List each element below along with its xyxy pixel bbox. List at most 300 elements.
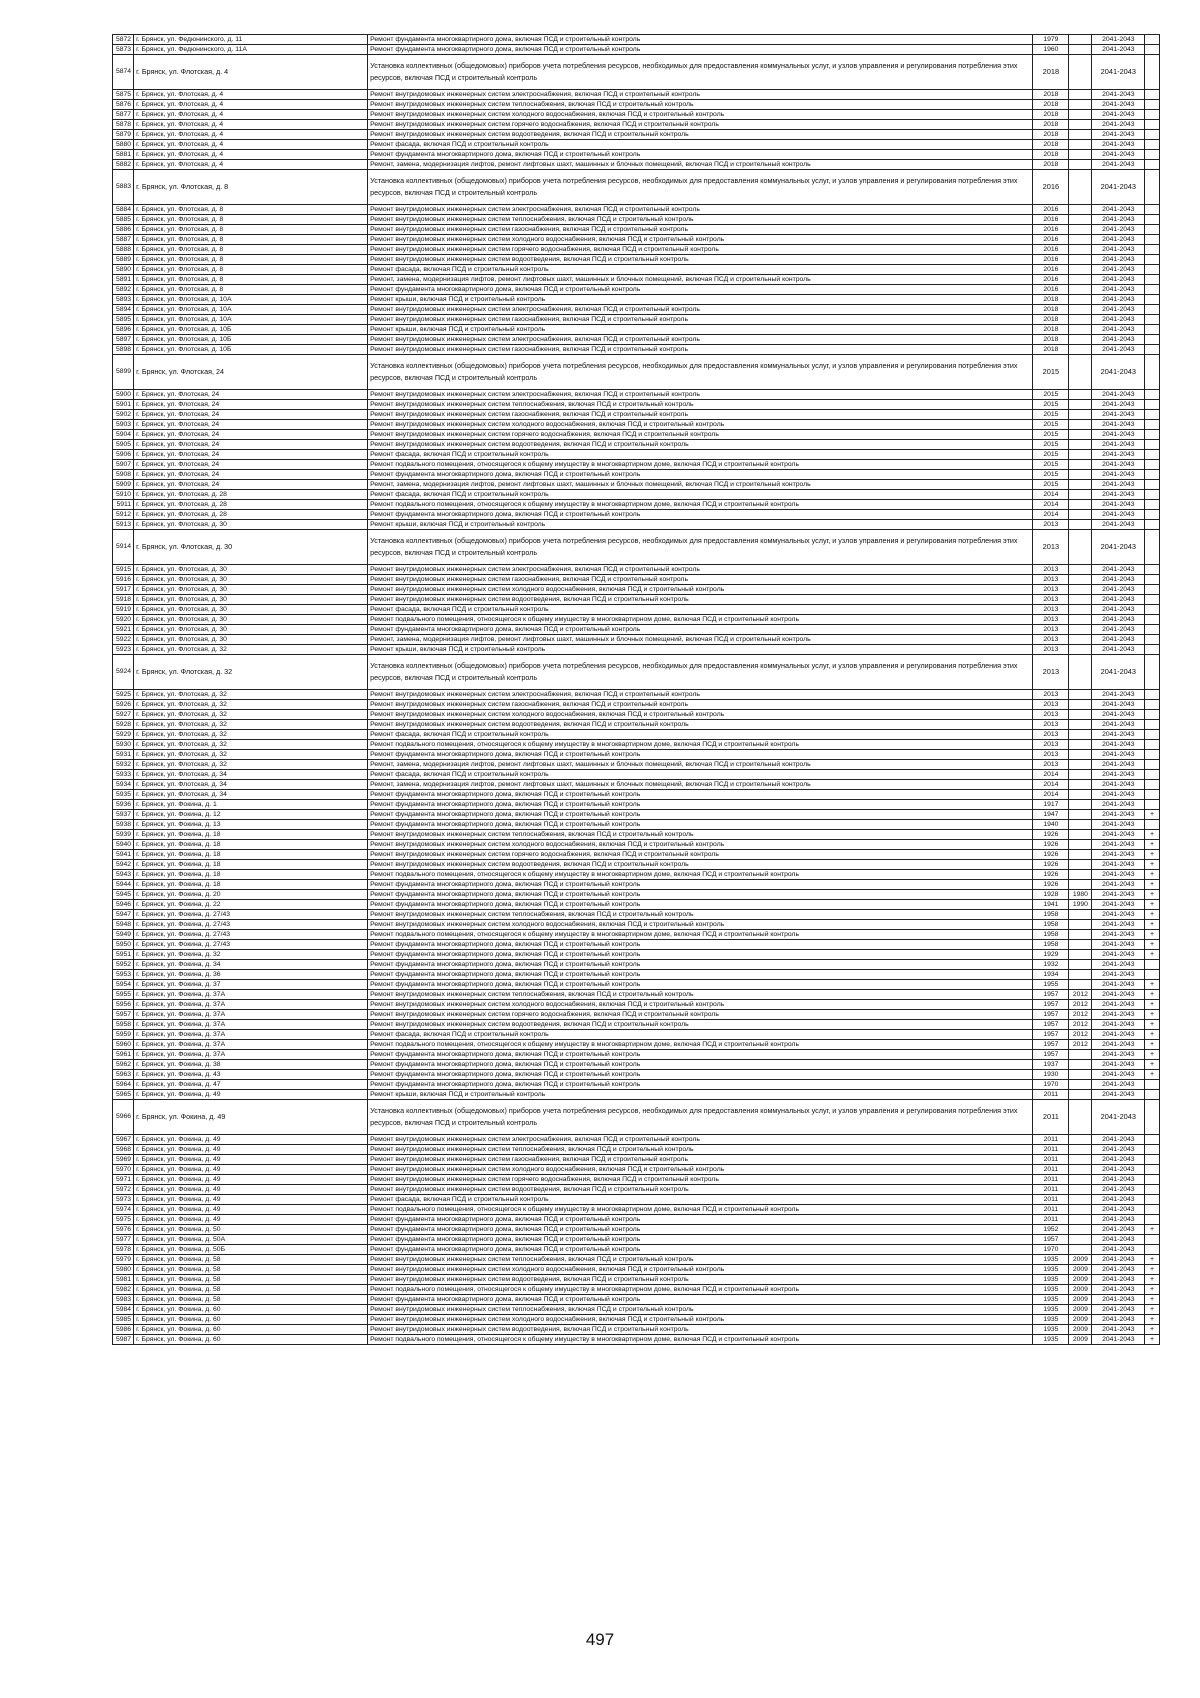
address-cell: г. Брянск, ул. Фокина, д. 60 (134, 1325, 368, 1335)
build-year-cell: 2016 (1033, 285, 1069, 295)
table-row (113, 790, 1160, 800)
last-repair-year-cell: 2012 (1069, 1010, 1092, 1020)
work-type-cell: Ремонт фундамента многоквартирного дома, включая ПСД и строительный контроль (368, 880, 1033, 890)
last-repair-year-cell (1069, 245, 1092, 255)
address-cell: г. Брянск, ул. Фокина, д. 13 (134, 820, 368, 830)
work-type-cell: Ремонт внутридомовых инженерных систем теплоснабжения, включая ПСД и строительный контроль (368, 100, 1033, 110)
build-year-cell: 2011 (1033, 1155, 1069, 1165)
flag-cell (1145, 1245, 1160, 1255)
flag-cell (1145, 1235, 1160, 1245)
row-number: 5930 (113, 740, 134, 750)
planned-period-cell: 2041-2043 (1092, 1255, 1145, 1265)
flag-cell (1145, 205, 1160, 215)
address-cell: г. Брянск, ул. Флотская, д. 10А (134, 305, 368, 315)
planned-period-cell: 2041-2043 (1092, 850, 1145, 860)
build-year-cell: 2013 (1033, 645, 1069, 655)
planned-period-cell: 2041-2043 (1092, 990, 1145, 1000)
work-type-cell: Ремонт внутридомовых инженерных систем водоотведения, включая ПСД и строительный контроль (368, 130, 1033, 140)
flag-cell: + (1145, 980, 1160, 990)
last-repair-year-cell: 2012 (1069, 1000, 1092, 1010)
last-repair-year-cell (1069, 35, 1092, 45)
row-number: 5929 (113, 730, 134, 740)
table-row (113, 990, 1160, 1000)
last-repair-year-cell (1069, 1090, 1092, 1100)
table-row (113, 645, 1160, 655)
work-type-cell: Ремонт внутридомовых инженерных систем водоотведения, включая ПСД и строительный контроль (368, 1185, 1033, 1195)
flag-cell (1145, 1135, 1160, 1145)
row-number: 5910 (113, 490, 134, 500)
build-year-cell: 2015 (1033, 470, 1069, 480)
table-row (113, 390, 1160, 400)
build-year-cell: 2018 (1033, 55, 1069, 90)
row-number: 5973 (113, 1195, 134, 1205)
flag-cell (1145, 45, 1160, 55)
build-year-cell: 2016 (1033, 205, 1069, 215)
planned-period-cell: 2041-2043 (1092, 625, 1145, 635)
row-number: 5969 (113, 1155, 134, 1165)
last-repair-year-cell: 2012 (1069, 1020, 1092, 1030)
work-type-cell: Ремонт внутридомовых инженерных систем холодного водоснабжения, включая ПСД и строительный контроль (368, 110, 1033, 120)
work-type-cell: Ремонт фундамента многоквартирного дома, включая ПСД и строительный контроль (368, 1060, 1033, 1070)
row-number: 5905 (113, 440, 134, 450)
planned-period-cell: 2041-2043 (1092, 595, 1145, 605)
address-cell: г. Брянск, ул. Флотская, д. 32 (134, 700, 368, 710)
flag-cell (1145, 285, 1160, 295)
flag-cell (1145, 760, 1160, 770)
last-repair-year-cell (1069, 305, 1092, 315)
build-year-cell: 2011 (1033, 1215, 1069, 1225)
page-number: 497 (585, 1630, 615, 1649)
table-row (113, 880, 1160, 890)
last-repair-year-cell (1069, 820, 1092, 830)
row-number: 5891 (113, 275, 134, 285)
address-cell: г. Брянск, ул. Фокина, д. 1 (134, 800, 368, 810)
last-repair-year-cell (1069, 315, 1092, 325)
address-cell: г. Брянск, ул. Фокина, д. 50 (134, 1225, 368, 1235)
last-repair-year-cell (1069, 880, 1092, 890)
work-type-cell: Ремонт фундамента многоквартирного дома, включая ПСД и строительный контроль (368, 1050, 1033, 1060)
work-type-cell: Ремонт фундамента многоквартирного дома, включая ПСД и строительный контроль (368, 1070, 1033, 1080)
last-repair-year-cell: 2009 (1069, 1285, 1092, 1295)
last-repair-year-cell (1069, 940, 1092, 950)
last-repair-year-cell: 2009 (1069, 1275, 1092, 1285)
last-repair-year-cell (1069, 980, 1092, 990)
table-row (113, 820, 1160, 830)
planned-period-cell: 2041-2043 (1092, 565, 1145, 575)
table-row (113, 1325, 1160, 1335)
table-row (113, 120, 1160, 130)
build-year-cell: 2013 (1033, 655, 1069, 690)
work-type-cell: Ремонт крыши, включая ПСД и строительный контроль (368, 1090, 1033, 1100)
address-cell: г. Брянск, ул. Фокина, д. 49 (134, 1205, 368, 1215)
address-cell: г. Брянск, ул. Флотская, д. 4 (134, 55, 368, 90)
planned-period-cell: 2041-2043 (1092, 900, 1145, 910)
last-repair-year-cell (1069, 950, 1092, 960)
address-cell: г. Брянск, ул. Флотская, д. 32 (134, 730, 368, 740)
planned-period-cell: 2041-2043 (1092, 655, 1145, 690)
flag-cell: + (1145, 1020, 1160, 1030)
table-row (113, 910, 1160, 920)
row-number: 5911 (113, 500, 134, 510)
address-cell: г. Брянск, ул. Фокина, д. 60 (134, 1335, 368, 1345)
address-cell: г. Брянск, ул. Флотская, 24 (134, 400, 368, 410)
row-number: 5976 (113, 1225, 134, 1235)
flag-cell (1145, 970, 1160, 980)
flag-cell: + (1145, 1285, 1160, 1295)
planned-period-cell: 2041-2043 (1092, 530, 1145, 565)
table-row (113, 1215, 1160, 1225)
address-cell: г. Брянск, ул. Флотская, д. 30 (134, 615, 368, 625)
flag-cell (1145, 780, 1160, 790)
row-number: 5956 (113, 1000, 134, 1010)
address-cell: г. Брянск, ул. Флотская, д. 4 (134, 110, 368, 120)
row-number: 5964 (113, 1080, 134, 1090)
build-year-cell: 2013 (1033, 615, 1069, 625)
address-cell: г. Брянск, ул. Флотская, д. 32 (134, 760, 368, 770)
address-cell: г. Брянск, ул. Флотская, д. 8 (134, 235, 368, 245)
row-number: 5950 (113, 940, 134, 950)
table-row (113, 410, 1160, 420)
build-year-cell: 1970 (1033, 1245, 1069, 1255)
planned-period-cell: 2041-2043 (1092, 410, 1145, 420)
address-cell: г. Брянск, ул. Фокина, д. 37А (134, 1040, 368, 1050)
table-row (113, 575, 1160, 585)
build-year-cell: 2018 (1033, 315, 1069, 325)
row-number: 5902 (113, 410, 134, 420)
flag-cell: + (1145, 1325, 1160, 1335)
table-row (113, 890, 1160, 900)
address-cell: г. Брянск, ул. Флотская, д. 32 (134, 740, 368, 750)
work-type-cell: Ремонт внутридомовых инженерных систем горячего водоснабжения, включая ПСД и строительный контроль (368, 430, 1033, 440)
flag-cell (1145, 90, 1160, 100)
table-row (113, 960, 1160, 970)
work-type-cell: Ремонт фасада, включая ПСД и строительный контроль (368, 1030, 1033, 1040)
table-row (113, 1255, 1160, 1265)
row-number: 5894 (113, 305, 134, 315)
work-type-cell: Ремонт внутридомовых инженерных систем горячего водоснабжения, включая ПСД и строительный контроль (368, 1010, 1033, 1020)
address-cell: г. Брянск, ул. Фокина, д. 49 (134, 1135, 368, 1145)
planned-period-cell: 2041-2043 (1092, 910, 1145, 920)
last-repair-year-cell (1069, 1175, 1092, 1185)
last-repair-year-cell (1069, 860, 1092, 870)
last-repair-year-cell (1069, 750, 1092, 760)
table-row (113, 345, 1160, 355)
work-type-cell: Ремонт внутридомовых инженерных систем водоотведения, включая ПСД и строительный контроль (368, 595, 1033, 605)
table-row (113, 750, 1160, 760)
flag-cell: + (1145, 1050, 1160, 1060)
planned-period-cell: 2041-2043 (1092, 780, 1145, 790)
build-year-cell: 2013 (1033, 575, 1069, 585)
work-type-cell: Ремонт фундамента многоквартирного дома, включая ПСД и строительный контроль (368, 800, 1033, 810)
address-cell: г. Брянск, ул. Фокина, д. 49 (134, 1145, 368, 1155)
work-type-cell: Ремонт фундамента многоквартирного дома, включая ПСД и строительный контроль (368, 1215, 1033, 1225)
build-year-cell: 2016 (1033, 215, 1069, 225)
work-type-cell: Ремонт фундамента многоквартирного дома, включая ПСД и строительный контроль (368, 285, 1033, 295)
address-cell: г. Брянск, ул. Флотская, д. 30 (134, 565, 368, 575)
flag-cell (1145, 255, 1160, 265)
row-number: 5888 (113, 245, 134, 255)
table-row (113, 1205, 1160, 1215)
table-row (113, 1000, 1160, 1010)
planned-period-cell: 2041-2043 (1092, 1060, 1145, 1070)
work-type-cell: Ремонт фундамента многоквартирного дома, включая ПСД и строительный контроль (368, 950, 1033, 960)
last-repair-year-cell (1069, 635, 1092, 645)
work-type-cell: Ремонт, замена, модернизация лифтов, ремонт лифтовых шахт, машинных и блочных помещений, включая ПСД и строительный контроль (368, 635, 1033, 645)
last-repair-year-cell: 2009 (1069, 1335, 1092, 1345)
planned-period-cell: 2041-2043 (1092, 720, 1145, 730)
work-type-cell: Ремонт фасада, включая ПСД и строительный контроль (368, 730, 1033, 740)
row-number: 5936 (113, 800, 134, 810)
build-year-cell: 2018 (1033, 160, 1069, 170)
row-number: 5971 (113, 1175, 134, 1185)
flag-cell: + (1145, 950, 1160, 960)
work-type-cell: Ремонт внутридомовых инженерных систем газоснабжения, включая ПСД и строительный контроль (368, 575, 1033, 585)
build-year-cell: 1957 (1033, 990, 1069, 1000)
last-repair-year-cell: 2012 (1069, 1040, 1092, 1050)
work-type-cell: Ремонт подвального помещения, относящегося к общему имуществу в многоквартирном доме, включая ПСД и строительный контроль (368, 1335, 1033, 1345)
address-cell: г. Брянск, ул. Флотская, д. 30 (134, 575, 368, 585)
flag-cell (1145, 110, 1160, 120)
table-row (113, 1295, 1160, 1305)
planned-period-cell: 2041-2043 (1092, 700, 1145, 710)
row-number: 5874 (113, 55, 134, 90)
last-repair-year-cell (1069, 870, 1092, 880)
last-repair-year-cell (1069, 730, 1092, 740)
last-repair-year-cell (1069, 920, 1092, 930)
work-type-cell: Ремонт внутридомовых инженерных систем газоснабжения, включая ПСД и строительный контроль (368, 315, 1033, 325)
planned-period-cell: 2041-2043 (1092, 1165, 1145, 1175)
planned-period-cell: 2041-2043 (1092, 500, 1145, 510)
table-row (113, 100, 1160, 110)
planned-period-cell: 2041-2043 (1092, 305, 1145, 315)
flag-cell (1145, 1215, 1160, 1225)
work-type-cell: Ремонт подвального помещения, относящегося к общему имуществу в многоквартирном доме, включая ПСД и строительный контроль (368, 870, 1033, 880)
last-repair-year-cell: 2009 (1069, 1325, 1092, 1335)
table-row (113, 1040, 1160, 1050)
last-repair-year-cell (1069, 440, 1092, 450)
row-number: 5927 (113, 710, 134, 720)
build-year-cell: 2013 (1033, 565, 1069, 575)
planned-period-cell: 2041-2043 (1092, 490, 1145, 500)
flag-cell: + (1145, 860, 1160, 870)
flag-cell (1145, 420, 1160, 430)
table-row (113, 940, 1160, 950)
planned-period-cell: 2041-2043 (1092, 400, 1145, 410)
row-number: 5942 (113, 860, 134, 870)
planned-period-cell: 2041-2043 (1092, 1305, 1145, 1315)
planned-period-cell: 2041-2043 (1092, 215, 1145, 225)
address-cell: г. Брянск, ул. Фокина, д. 49 (134, 1090, 368, 1100)
table-row (113, 1135, 1160, 1145)
work-type-cell: Ремонт фундамента многоквартирного дома, включая ПСД и строительный контроль (368, 820, 1033, 830)
work-type-cell: Ремонт внутридомовых инженерных систем электроснабжения, включая ПСД и строительный контроль (368, 690, 1033, 700)
table-row (113, 315, 1160, 325)
address-cell: г. Брянск, ул. Флотская, д. 32 (134, 655, 368, 690)
last-repair-year-cell (1069, 90, 1092, 100)
flag-cell: + (1145, 1060, 1160, 1070)
flag-cell: + (1145, 1315, 1160, 1325)
planned-period-cell: 2041-2043 (1092, 1315, 1145, 1325)
address-cell: г. Брянск, ул. Флотская, д. 4 (134, 130, 368, 140)
row-number: 5938 (113, 820, 134, 830)
work-type-cell: Ремонт фундамента многоквартирного дома, включая ПСД и строительный контроль (368, 940, 1033, 950)
table-row (113, 490, 1160, 500)
work-type-cell: Ремонт фундамента многоквартирного дома, включая ПСД и строительный контроль (368, 510, 1033, 520)
row-number: 5877 (113, 110, 134, 120)
work-type-cell: Ремонт внутридомовых инженерных систем холодного водоснабжения, включая ПСД и строительный контроль (368, 920, 1033, 930)
row-number: 5962 (113, 1060, 134, 1070)
work-type-cell: Ремонт внутридомовых инженерных систем горячего водоснабжения, включая ПСД и строительный контроль (368, 850, 1033, 860)
address-cell: г. Брянск, ул. Фокина, д. 49 (134, 1195, 368, 1205)
work-type-cell: Ремонт внутридомовых инженерных систем холодного водоснабжения, включая ПСД и строительный контроль (368, 1265, 1033, 1275)
build-year-cell: 2016 (1033, 255, 1069, 265)
row-number: 5948 (113, 920, 134, 930)
row-number: 5972 (113, 1185, 134, 1195)
work-type-cell: Ремонт фундамента многоквартирного дома, включая ПСД и строительный контроль (368, 1235, 1033, 1245)
build-year-cell: 2018 (1033, 140, 1069, 150)
work-type-cell: Ремонт внутридомовых инженерных систем электроснабжения, включая ПСД и строительный контроль (368, 335, 1033, 345)
table-row (113, 510, 1160, 520)
flag-cell (1145, 490, 1160, 500)
address-cell: г. Брянск, ул. Фокина, д. 50А (134, 1235, 368, 1245)
last-repair-year-cell (1069, 700, 1092, 710)
last-repair-year-cell (1069, 500, 1092, 510)
table-row (113, 780, 1160, 790)
last-repair-year-cell (1069, 205, 1092, 215)
address-cell: г. Брянск, ул. Фокина, д. 50Б (134, 1245, 368, 1255)
build-year-cell: 1957 (1033, 1020, 1069, 1030)
works-table-body (113, 35, 1160, 1345)
planned-period-cell: 2041-2043 (1092, 315, 1145, 325)
build-year-cell: 2011 (1033, 1165, 1069, 1175)
work-type-cell: Ремонт крыши, включая ПСД и строительный контроль (368, 295, 1033, 305)
table-row (113, 1185, 1160, 1195)
table-row (113, 35, 1160, 45)
work-type-cell: Ремонт фасада, включая ПСД и строительный контроль (368, 490, 1033, 500)
row-number: 5983 (113, 1295, 134, 1305)
work-type-cell: Ремонт внутридомовых инженерных систем холодного водоснабжения, включая ПСД и строительный контроль (368, 1315, 1033, 1325)
flag-cell (1145, 770, 1160, 780)
last-repair-year-cell (1069, 335, 1092, 345)
planned-period-cell: 2041-2043 (1092, 575, 1145, 585)
last-repair-year-cell (1069, 215, 1092, 225)
row-number: 5965 (113, 1090, 134, 1100)
row-number: 5885 (113, 215, 134, 225)
address-cell: г. Брянск, ул. Федюнинского, д. 11 (134, 35, 368, 45)
planned-period-cell: 2041-2043 (1092, 130, 1145, 140)
table-row (113, 245, 1160, 255)
flag-cell: + (1145, 920, 1160, 930)
planned-period-cell: 2041-2043 (1092, 740, 1145, 750)
last-repair-year-cell (1069, 970, 1092, 980)
flag-cell (1145, 460, 1160, 470)
build-year-cell: 2013 (1033, 605, 1069, 615)
flag-cell (1145, 325, 1160, 335)
planned-period-cell: 2041-2043 (1092, 430, 1145, 440)
planned-period-cell: 2041-2043 (1092, 930, 1145, 940)
row-number: 5873 (113, 45, 134, 55)
row-number: 5899 (113, 355, 134, 390)
last-repair-year-cell (1069, 410, 1092, 420)
work-type-cell: Ремонт, замена, модернизация лифтов, ремонт лифтовых шахт, машинных и блочных помещений, включая ПСД и строительный контроль (368, 760, 1033, 770)
last-repair-year-cell: 2009 (1069, 1295, 1092, 1305)
table-row (113, 920, 1160, 930)
address-cell: г. Брянск, ул. Фокина, д. 38 (134, 1060, 368, 1070)
build-year-cell: 2011 (1033, 1145, 1069, 1155)
row-number: 5958 (113, 1020, 134, 1030)
flag-cell: + (1145, 1010, 1160, 1020)
last-repair-year-cell (1069, 690, 1092, 700)
table-row (113, 870, 1160, 880)
flag-cell (1145, 690, 1160, 700)
flag-cell (1145, 790, 1160, 800)
last-repair-year-cell (1069, 45, 1092, 55)
planned-period-cell: 2041-2043 (1092, 1275, 1145, 1285)
address-cell: г. Брянск, ул. Флотская, д. 4 (134, 90, 368, 100)
build-year-cell: 2015 (1033, 440, 1069, 450)
work-type-cell: Ремонт внутридомовых инженерных систем холодного водоснабжения, включая ПСД и строительный контроль (368, 710, 1033, 720)
table-row (113, 150, 1160, 160)
flag-cell: + (1145, 940, 1160, 950)
work-type-cell: Ремонт внутридомовых инженерных систем теплоснабжения, включая ПСД и строительный контроль (368, 1255, 1033, 1265)
work-type-cell: Ремонт фасада, включая ПСД и строительный контроль (368, 770, 1033, 780)
work-type-cell: Ремонт внутридомовых инженерных систем холодного водоснабжения, включая ПСД и строительный контроль (368, 420, 1033, 430)
table-row (113, 140, 1160, 150)
build-year-cell: 2013 (1033, 585, 1069, 595)
row-number: 5937 (113, 810, 134, 820)
address-cell: г. Брянск, ул. Фокина, д. 58 (134, 1265, 368, 1275)
row-number: 5875 (113, 90, 134, 100)
build-year-cell: 2015 (1033, 460, 1069, 470)
last-repair-year-cell (1069, 830, 1092, 840)
planned-period-cell: 2041-2043 (1092, 355, 1145, 390)
work-type-cell: Ремонт фундамента многоквартирного дома, включая ПСД и строительный контроль (368, 1225, 1033, 1235)
planned-period-cell: 2041-2043 (1092, 750, 1145, 760)
work-type-cell: Ремонт крыши, включая ПСД и строительный контроль (368, 645, 1033, 655)
last-repair-year-cell (1069, 585, 1092, 595)
address-cell: г. Брянск, ул. Фокина, д. 49 (134, 1100, 368, 1135)
work-type-cell: Ремонт внутридомовых инженерных систем теплоснабжения, включая ПСД и строительный контроль (368, 830, 1033, 840)
address-cell: г. Брянск, ул. Фокина, д. 22 (134, 900, 368, 910)
address-cell: г. Брянск, ул. Флотская, д. 30 (134, 585, 368, 595)
address-cell: г. Брянск, ул. Фокина, д. 37А (134, 1000, 368, 1010)
flag-cell (1145, 335, 1160, 345)
planned-period-cell: 2041-2043 (1092, 1030, 1145, 1040)
address-cell: г. Брянск, ул. Флотская, д. 10Б (134, 335, 368, 345)
address-cell: г. Брянск, ул. Флотская, 24 (134, 440, 368, 450)
address-cell: г. Брянск, ул. Флотская, д. 4 (134, 150, 368, 160)
work-type-cell: Ремонт внутридомовых инженерных систем горячего водоснабжения, включая ПСД и строительный контроль (368, 245, 1033, 255)
table-row (113, 355, 1160, 390)
flag-cell (1145, 635, 1160, 645)
row-number: 5876 (113, 100, 134, 110)
build-year-cell: 2011 (1033, 1100, 1069, 1135)
planned-period-cell: 2041-2043 (1092, 690, 1145, 700)
last-repair-year-cell (1069, 510, 1092, 520)
build-year-cell: 2011 (1033, 1195, 1069, 1205)
flag-cell: + (1145, 900, 1160, 910)
last-repair-year-cell (1069, 770, 1092, 780)
address-cell: г. Брянск, ул. Фокина, д. 58 (134, 1255, 368, 1265)
build-year-cell: 1941 (1033, 900, 1069, 910)
build-year-cell: 1957 (1033, 1050, 1069, 1060)
table-row (113, 585, 1160, 595)
table-row (113, 690, 1160, 700)
flag-cell: + (1145, 930, 1160, 940)
planned-period-cell: 2041-2043 (1092, 90, 1145, 100)
build-year-cell: 2018 (1033, 325, 1069, 335)
last-repair-year-cell (1069, 430, 1092, 440)
